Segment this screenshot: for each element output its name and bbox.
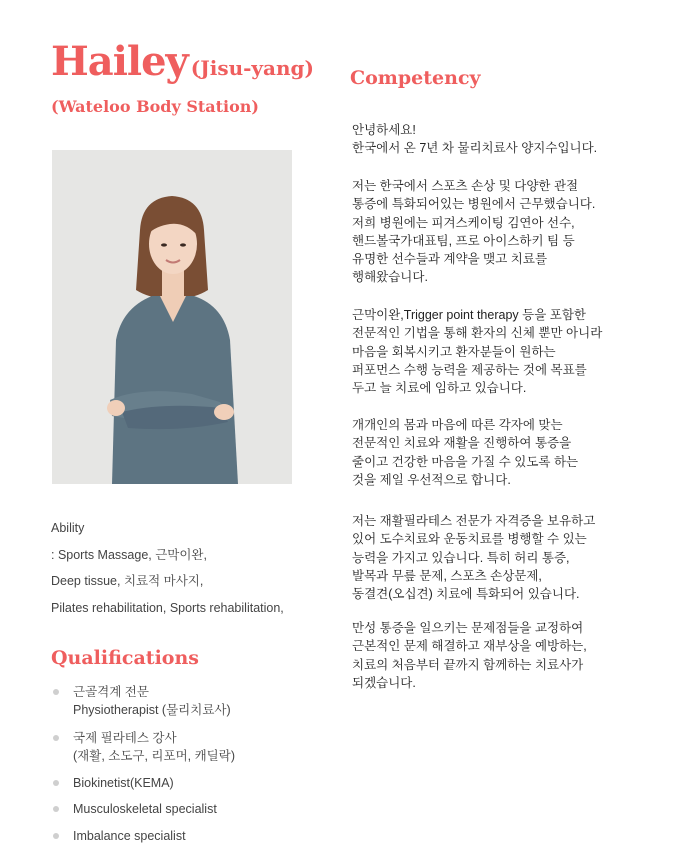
- competency-line: 근막이완,Trigger point therapy 등을 포함한: [352, 308, 586, 322]
- qualification-line: 근골격계 전문: [73, 685, 149, 699]
- qualifications-heading: Qualifications: [51, 647, 199, 669]
- ability-line: Pilates rehabilitation, Sports rehabilitation,: [51, 600, 284, 615]
- competency-line: 발목과 무릎 문제, 스포츠 손상문제,: [352, 568, 542, 583]
- qualification-item: [51, 827, 186, 845]
- profile-alias: (Jisu-yang): [190, 56, 314, 80]
- competency-line: 안녕하세요!: [352, 123, 416, 137]
- competency-line: 마음을 회복시키고 환자분들이 원하는: [352, 344, 556, 359]
- qualification-line: Musculoskeletal specialist: [73, 802, 217, 816]
- competency-line: 근본적인 문제 해결하고 재부상을 예방하는,: [352, 639, 587, 654]
- competency-line: 전문적인 기법을 통해 환자의 신체 뿐만 아니라: [352, 326, 603, 341]
- competency-paragraph: [352, 619, 587, 692]
- clinic-name: (Wateloo Body Station): [51, 97, 259, 116]
- profile-name: Hailey: [51, 38, 188, 85]
- competency-paragraph: [352, 121, 597, 158]
- competency-line: 한국에서 온 7년 차 물리치료사 양지수입니다.: [352, 141, 598, 156]
- person-portrait-icon: [52, 150, 292, 484]
- competency-line: 유명한 선수들과 계약을 맺고 치료를: [352, 252, 548, 267]
- qualification-line: Biokinetist(KEMA): [73, 776, 174, 790]
- competency-line: 핸드볼국가대표팀, 프로 아이스하키 팀 등: [352, 233, 575, 248]
- profile-header: [51, 38, 314, 85]
- qualification-line: Physiotherapist (물리치료사): [73, 703, 231, 717]
- qualification-line: Imbalance specialist: [73, 829, 186, 843]
- qualification-item: [51, 774, 174, 792]
- competency-line: 행해왔습니다.: [352, 270, 428, 285]
- competency-line: 퍼포먼스 수행 능력을 제공하는 것에 목표를: [352, 362, 587, 377]
- competency-line: 두고 늘 치료에 임하고 있습니다.: [352, 381, 527, 396]
- competency-line: 저는 재활필라테스 전문가 자격증을 보유하고: [352, 514, 596, 528]
- competency-paragraph: [352, 177, 595, 287]
- competency-line: 전문적인 치료와 재활을 진행하여 통증을: [352, 436, 572, 451]
- ability-section: [51, 519, 284, 625]
- competency-line: 능력을 가지고 있습니다. 특히 허리 통증,: [352, 550, 570, 565]
- competency-line: 저희 병원에는 피겨스케이팅 김연아 선수,: [352, 215, 575, 230]
- competency-line: 되겠습니다.: [352, 675, 416, 690]
- competency-line: 저는 한국에서 스포츠 손상 및 다양한 관절: [352, 179, 579, 193]
- competency-line: 것을 제일 우선적으로 합니다.: [352, 472, 511, 487]
- qualification-item: [51, 729, 235, 765]
- competency-paragraph: [352, 306, 602, 397]
- competency-line: 줄이고 건강한 마음을 가질 수 있도록 하는: [352, 454, 579, 469]
- competency-line: 있어 도수치료와 운동치료를 병행할 수 있는: [352, 532, 587, 547]
- ability-line: : Sports Massage, 근막이완,: [51, 547, 207, 562]
- qualification-line: 국제 필라테스 강사: [73, 731, 177, 745]
- qualification-item: [51, 683, 231, 719]
- competency-paragraph: [352, 512, 595, 603]
- competency-line: 만성 통증을 일으키는 문제점들을 교정하여: [352, 621, 584, 635]
- competency-heading: Competency: [350, 67, 481, 89]
- competency-line: 개개인의 몸과 마음에 따른 각자에 맞는: [352, 418, 563, 432]
- competency-paragraph: [352, 416, 578, 489]
- competency-line: 통증에 특화되어있는 병원에서 근무했습니다.: [352, 197, 596, 212]
- qualification-line: (재활, 소도구, 리포머, 캐딜락): [73, 749, 235, 763]
- competency-line: 동결견(오십견) 치료에 특화되어 있습니다.: [352, 587, 580, 602]
- ability-heading: Ability: [51, 521, 85, 535]
- ability-line: Deep tissue, 치료적 마사지,: [51, 574, 204, 588]
- profile-photo: [52, 150, 292, 484]
- qualification-item: [51, 800, 217, 818]
- competency-line: 치료의 처음부터 끝까지 함께하는 치료사가: [352, 657, 584, 672]
